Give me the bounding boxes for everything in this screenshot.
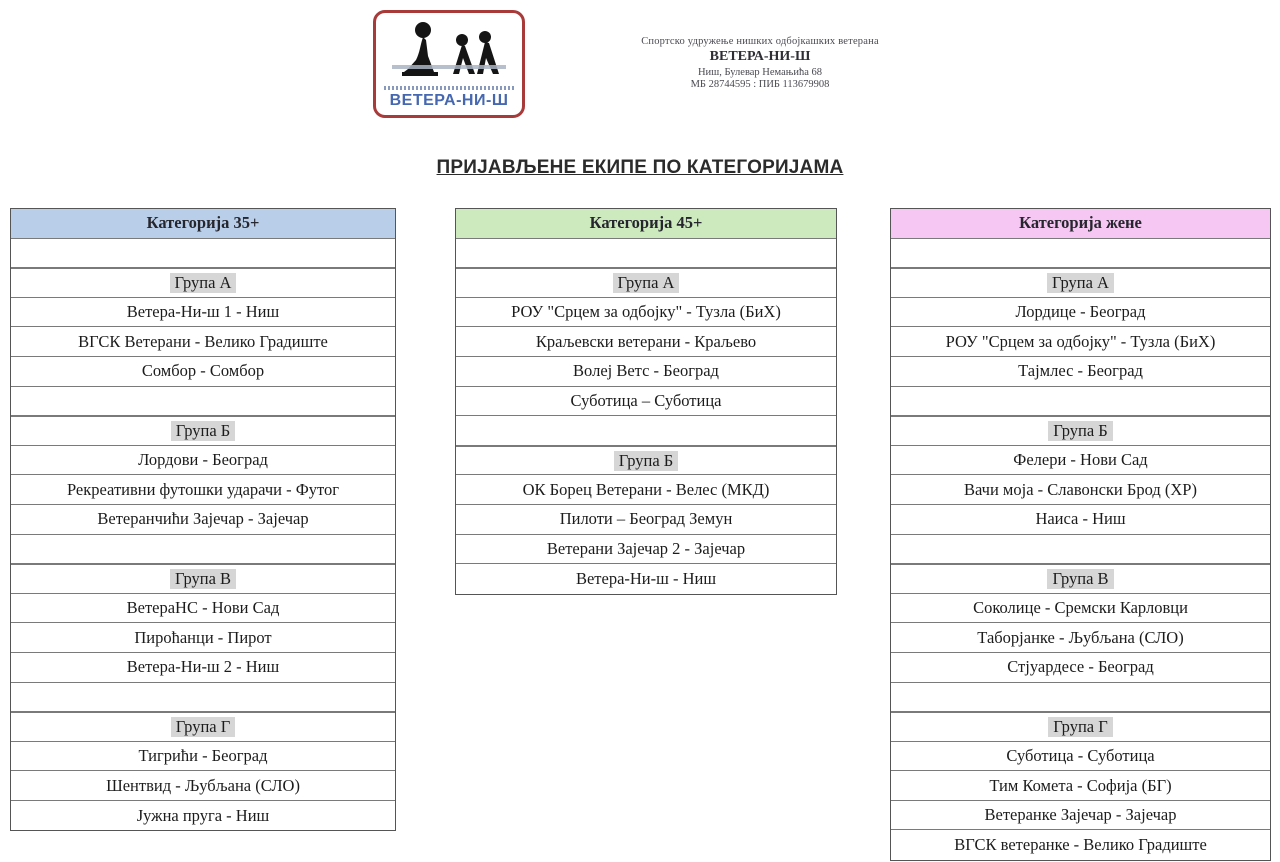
org-registration-ids: МБ 28744595 : ПИБ 113679908 xyxy=(690,79,830,90)
category-header: Категорија 45+ xyxy=(456,209,836,239)
team-row: ВГСК Ветерани - Велико Градиште xyxy=(11,327,395,357)
team-row: ОК Борец Ветерани - Велес (МКД) xyxy=(456,475,836,505)
logo-stripe xyxy=(384,86,514,90)
group-row xyxy=(891,712,1270,742)
group-row xyxy=(456,268,836,298)
logo-text: ВЕТЕРА-НИ-Ш xyxy=(389,92,509,109)
team-row: Краљевски ветерани - Краљево xyxy=(456,327,836,357)
empty-row xyxy=(891,239,1270,269)
empty-row xyxy=(11,387,395,417)
empty-row xyxy=(11,239,395,269)
group-label: Група Г xyxy=(1048,717,1113,737)
team-row: Рекреативни футошки ударачи - Футог xyxy=(11,475,395,505)
team-row: Ветеранчићи Зајечар - Зајечар xyxy=(11,505,395,535)
group-label: Група Г xyxy=(171,717,236,737)
team-row: Ветера-Ни-ш - Ниш xyxy=(575,568,717,588)
group-label: Група А xyxy=(1047,273,1114,293)
empty-row xyxy=(456,416,836,446)
category-header: Категорија жене xyxy=(891,209,1270,239)
group-row xyxy=(891,268,1270,298)
team-row: Таборјанке - Љубљана (СЛО) xyxy=(891,623,1270,653)
org-subtitle: Спортско удружење нишких одбојкашких ветерана xyxy=(641,36,879,47)
team-row: Волеј Ветс - Београд xyxy=(456,357,836,387)
team-row: Стјуардесе - Београд xyxy=(891,653,1270,683)
group-row xyxy=(891,416,1270,446)
team-row: Наиса - Ниш xyxy=(891,505,1270,535)
team-row: Тигрићи - Београд xyxy=(11,742,395,772)
group-label: Група В xyxy=(170,569,236,589)
team-row: Ветерани Зајечар 2 - Зајечар xyxy=(456,535,836,565)
club-logo xyxy=(373,10,525,118)
group-row xyxy=(11,416,395,446)
group-row xyxy=(11,712,395,742)
team-row: Лордице - Београд xyxy=(891,298,1270,328)
group-row xyxy=(891,564,1270,594)
org-address: Ниш, Булевар Немањића 68 xyxy=(697,67,823,78)
team-row: РОУ "Срцем за одбојку" - Тузла (БиХ) xyxy=(891,327,1270,357)
team-row: Јужна пруга - Ниш xyxy=(136,805,270,825)
team-row: Тајмлес - Београд xyxy=(891,357,1270,387)
volleyball-players-icon xyxy=(390,22,508,85)
group-label: Група Б xyxy=(1048,421,1113,441)
category-table-45plus xyxy=(455,208,837,595)
group-label: Група Б xyxy=(171,421,236,441)
team-row: Пироћанци - Пирот xyxy=(11,623,395,653)
empty-row xyxy=(11,535,395,565)
category-header: Категорија 35+ xyxy=(11,209,395,239)
category-table-35plus xyxy=(10,208,396,831)
team-row: Ветера-Ни-ш 1 - Ниш xyxy=(11,298,395,328)
team-row: Лордови - Београд xyxy=(11,446,395,476)
team-row: Вачи моја - Славонски Брод (ХР) xyxy=(891,475,1270,505)
team-row: ВетераНС - Нови Сад xyxy=(11,594,395,624)
group-row xyxy=(11,564,395,594)
group-row xyxy=(456,446,836,476)
category-table-women xyxy=(890,208,1271,861)
team-row: Пилоти – Београд Земун xyxy=(456,505,836,535)
empty-row xyxy=(891,387,1270,417)
org-letterhead xyxy=(570,36,950,90)
team-row: Ветера-Ни-ш 2 - Ниш xyxy=(11,653,395,683)
team-row: Фелери - Нови Сад xyxy=(891,446,1270,476)
page-title: ПРИЈАВЉЕНЕ ЕКИПЕ ПО КАТЕГОРИЈАМА xyxy=(436,157,844,178)
group-label: Група В xyxy=(1047,569,1113,589)
group-label: Група А xyxy=(170,273,237,293)
team-row: Сомбор - Сомбор xyxy=(11,357,395,387)
team-row: Тим Комета - Софија (БГ) xyxy=(891,771,1270,801)
org-name: ВЕТЕРА-НИ-Ш xyxy=(709,49,811,64)
team-row: Соколице - Сремски Карловци xyxy=(891,594,1270,624)
group-row xyxy=(11,268,395,298)
empty-row xyxy=(11,683,395,713)
team-row: Суботица – Суботица xyxy=(456,387,836,417)
empty-row xyxy=(456,239,836,269)
team-row: Ветеранке Зајечар - Зајечар xyxy=(891,801,1270,831)
team-row: РОУ "Срцем за одбојку" - Тузла (БиХ) xyxy=(456,298,836,328)
group-label: Група Б xyxy=(614,451,679,471)
team-row: ВГСК ветеранке - Велико Градиште xyxy=(954,835,1207,855)
empty-row xyxy=(891,683,1270,713)
group-label: Група А xyxy=(613,273,680,293)
empty-row xyxy=(891,535,1270,565)
team-row: Суботица - Суботица xyxy=(891,742,1270,772)
team-row: Шентвид - Љубљана (СЛО) xyxy=(11,771,395,801)
